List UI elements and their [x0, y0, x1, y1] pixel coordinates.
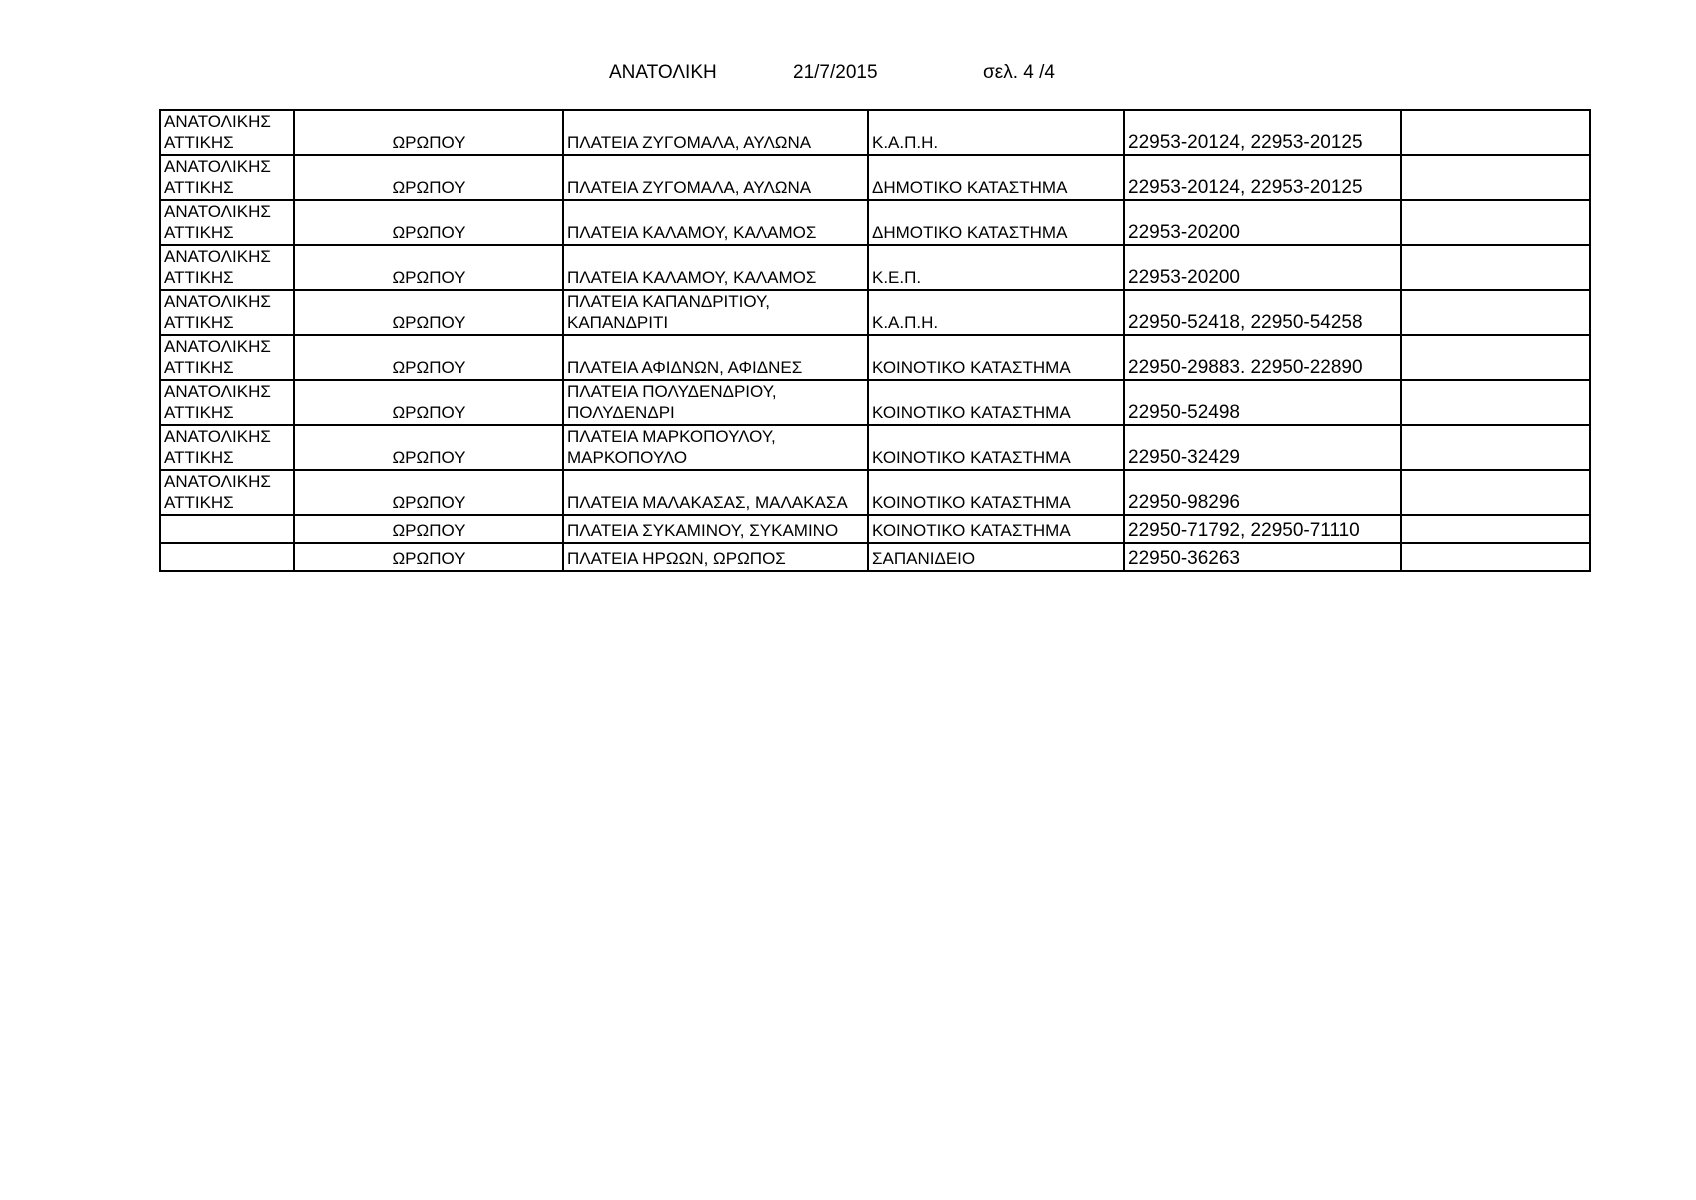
- address-cell: [563, 425, 868, 470]
- region-cell: [160, 543, 294, 571]
- table-row: [160, 515, 1590, 543]
- location-type-cell: ΚΟΙΝΟΤΙΚΟ ΚΑΤΑΣΤΗΜΑ: [868, 380, 1124, 425]
- listing-table: [159, 109, 1591, 572]
- region-line-1: ΑΝΑΤΟΛΙΚΗΣ: [164, 472, 271, 491]
- phone-cell: 22950-71792, 22950-71110: [1124, 515, 1401, 543]
- municipality-cell: ΩΡΩΠΟΥ: [294, 380, 563, 425]
- empty-cell: [1401, 380, 1590, 425]
- address-line-2: ΠΛΑΤΕΙΑ ΖΥΓΟΜΑΛΑ, ΑΥΛΩΝΑ: [567, 178, 812, 197]
- address-cell: [563, 515, 868, 543]
- empty-cell: [1401, 200, 1590, 245]
- region-line-2: ΑΤΤΙΚΗΣ: [164, 403, 234, 422]
- table-row: [160, 155, 1590, 200]
- region-cell: [160, 380, 294, 425]
- address-cell: [563, 335, 868, 380]
- region-line-1: ΑΝΑΤΟΛΙΚΗΣ: [164, 247, 271, 266]
- region-line-1: ΑΝΑΤΟΛΙΚΗΣ: [164, 112, 271, 131]
- location-type-cell: Κ.Α.Π.Η.: [868, 110, 1124, 155]
- phone-cell: 22950-98296: [1124, 470, 1401, 515]
- address-cell: [563, 470, 868, 515]
- header-page-number: σελ. 4 /4: [983, 62, 1055, 83]
- listing-table-body: [160, 110, 1590, 571]
- empty-cell: [1401, 515, 1590, 543]
- address-cell: [563, 543, 868, 571]
- phone-cell: 22953-20200: [1124, 245, 1401, 290]
- table-row: [160, 110, 1590, 155]
- address-line-2: ΠΛΑΤΕΙΑ ΣΥΚΑΜΙΝΟΥ, ΣΥΚΑΜΙΝΟ: [567, 521, 839, 540]
- location-type-cell: ΚΟΙΝΟΤΙΚΟ ΚΑΤΑΣΤΗΜΑ: [868, 515, 1124, 543]
- region-line-2: ΑΤΤΙΚΗΣ: [164, 448, 234, 467]
- address-line-2: ΠΛΑΤΕΙΑ ΚΑΛΑΜΟΥ, ΚΑΛΑΜΟΣ: [567, 268, 817, 287]
- phone-cell: 22950-29883. 22950-22890: [1124, 335, 1401, 380]
- empty-cell: [1401, 245, 1590, 290]
- region-line-2: ΑΤΤΙΚΗΣ: [164, 178, 234, 197]
- location-type-cell: ΚΟΙΝΟΤΙΚΟ ΚΑΤΑΣΤΗΜΑ: [868, 335, 1124, 380]
- address-cell: [563, 380, 868, 425]
- table-row: [160, 543, 1590, 571]
- municipality-cell: ΩΡΩΠΟΥ: [294, 110, 563, 155]
- phone-cell: 22950-36263: [1124, 543, 1401, 571]
- address-line-2: ΠΛΑΤΕΙΑ ΜΑΛΑΚΑΣΑΣ, ΜΑΛΑΚΑΣΑ: [567, 493, 848, 512]
- municipality-cell: ΩΡΩΠΟΥ: [294, 515, 563, 543]
- location-type-cell: ΔΗΜΟΤΙΚΟ ΚΑΤΑΣΤΗΜΑ: [868, 155, 1124, 200]
- region-cell: [160, 110, 294, 155]
- region-line-1: ΑΝΑΤΟΛΙΚΗΣ: [164, 157, 271, 176]
- location-type-cell: ΚΟΙΝΟΤΙΚΟ ΚΑΤΑΣΤΗΜΑ: [868, 425, 1124, 470]
- region-cell: [160, 425, 294, 470]
- region-line-2: ΑΤΤΙΚΗΣ: [164, 313, 234, 332]
- empty-cell: [1401, 290, 1590, 335]
- region-line-1: ΑΝΑΤΟΛΙΚΗΣ: [164, 337, 271, 356]
- region-line-2: ΑΤΤΙΚΗΣ: [164, 358, 234, 377]
- region-line-2: ΑΤΤΙΚΗΣ: [164, 268, 234, 287]
- region-line-2: ΑΤΤΙΚΗΣ: [164, 223, 234, 242]
- table-row: [160, 425, 1590, 470]
- address-cell: [563, 200, 868, 245]
- address-line-2: ΜΑΡΚΟΠΟΥΛΟ: [567, 448, 688, 467]
- phone-cell: 22950-52418, 22950-54258: [1124, 290, 1401, 335]
- table-row: [160, 290, 1590, 335]
- address-line-2: ΠΛΑΤΕΙΑ ΗΡΩΩΝ, ΩΡΩΠΟΣ: [567, 549, 786, 568]
- address-line-2: ΠΛΑΤΕΙΑ ΖΥΓΟΜΑΛΑ, ΑΥΛΩΝΑ: [567, 133, 812, 152]
- address-cell: [563, 245, 868, 290]
- municipality-cell: ΩΡΩΠΟΥ: [294, 425, 563, 470]
- municipality-cell: ΩΡΩΠΟΥ: [294, 335, 563, 380]
- header-date: 21/7/2015: [793, 62, 878, 83]
- table-row: [160, 335, 1590, 380]
- empty-cell: [1401, 155, 1590, 200]
- address-line-2: ΠΛΑΤΕΙΑ ΚΑΛΑΜΟΥ, ΚΑΛΑΜΟΣ: [567, 223, 817, 242]
- address-line-1: ΠΛΑΤΕΙΑ ΠΟΛΥΔΕΝΔΡΙΟΥ,: [567, 382, 777, 401]
- region-cell: [160, 245, 294, 290]
- address-cell: [563, 110, 868, 155]
- phone-cell: 22950-52498: [1124, 380, 1401, 425]
- region-cell: [160, 155, 294, 200]
- phone-cell: 22953-20124, 22953-20125: [1124, 110, 1401, 155]
- phone-cell: 22953-20124, 22953-20125: [1124, 155, 1401, 200]
- region-line-1: ΑΝΑΤΟΛΙΚΗΣ: [164, 292, 271, 311]
- empty-cell: [1401, 425, 1590, 470]
- municipality-cell: ΩΡΩΠΟΥ: [294, 245, 563, 290]
- region-line-1: ΑΝΑΤΟΛΙΚΗΣ: [164, 202, 271, 221]
- address-cell: [563, 155, 868, 200]
- municipality-cell: ΩΡΩΠΟΥ: [294, 543, 563, 571]
- municipality-cell: ΩΡΩΠΟΥ: [294, 470, 563, 515]
- address-line-1: ΠΛΑΤΕΙΑ ΚΑΠΑΝΔΡΙΤΙΟΥ,: [567, 292, 770, 311]
- address-line-2: ΠΟΛΥΔΕΝΔΡΙ: [567, 403, 675, 422]
- region-line-1: ΑΝΑΤΟΛΙΚΗΣ: [164, 427, 271, 446]
- region-cell: [160, 335, 294, 380]
- page-header: [0, 62, 1696, 90]
- region-cell: [160, 290, 294, 335]
- header-region: ΑΝΑΤΟΛΙΚΗ: [609, 62, 717, 83]
- region-line-2: ΑΤΤΙΚΗΣ: [164, 493, 234, 512]
- table-row: [160, 470, 1590, 515]
- empty-cell: [1401, 110, 1590, 155]
- location-type-cell: ΚΟΙΝΟΤΙΚΟ ΚΑΤΑΣΤΗΜΑ: [868, 470, 1124, 515]
- location-type-cell: Κ.Α.Π.Η.: [868, 290, 1124, 335]
- address-cell: [563, 290, 868, 335]
- location-type-cell: Κ.Ε.Π.: [868, 245, 1124, 290]
- municipality-cell: ΩΡΩΠΟΥ: [294, 200, 563, 245]
- region-line-1: ΑΝΑΤΟΛΙΚΗΣ: [164, 382, 271, 401]
- address-line-1: ΠΛΑΤΕΙΑ ΜΑΡΚΟΠΟΥΛΟΥ,: [567, 427, 776, 446]
- table-row: [160, 245, 1590, 290]
- phone-cell: 22950-32429: [1124, 425, 1401, 470]
- location-type-cell: ΔΗΜΟΤΙΚΟ ΚΑΤΑΣΤΗΜΑ: [868, 200, 1124, 245]
- empty-cell: [1401, 543, 1590, 571]
- municipality-cell: ΩΡΩΠΟΥ: [294, 290, 563, 335]
- municipality-cell: ΩΡΩΠΟΥ: [294, 155, 563, 200]
- region-cell: [160, 470, 294, 515]
- region-cell: [160, 200, 294, 245]
- phone-cell: 22953-20200: [1124, 200, 1401, 245]
- table-row: [160, 200, 1590, 245]
- region-line-2: ΑΤΤΙΚΗΣ: [164, 133, 234, 152]
- table-row: [160, 380, 1590, 425]
- empty-cell: [1401, 335, 1590, 380]
- region-cell: [160, 515, 294, 543]
- location-type-cell: ΣΑΠΑΝΙΔΕΙΟ: [868, 543, 1124, 571]
- empty-cell: [1401, 470, 1590, 515]
- address-line-2: ΠΛΑΤΕΙΑ ΑΦΙΔΝΩΝ, ΑΦΙΔΝΕΣ: [567, 358, 803, 377]
- address-line-2: ΚΑΠΑΝΔΡΙΤΙ: [567, 313, 669, 332]
